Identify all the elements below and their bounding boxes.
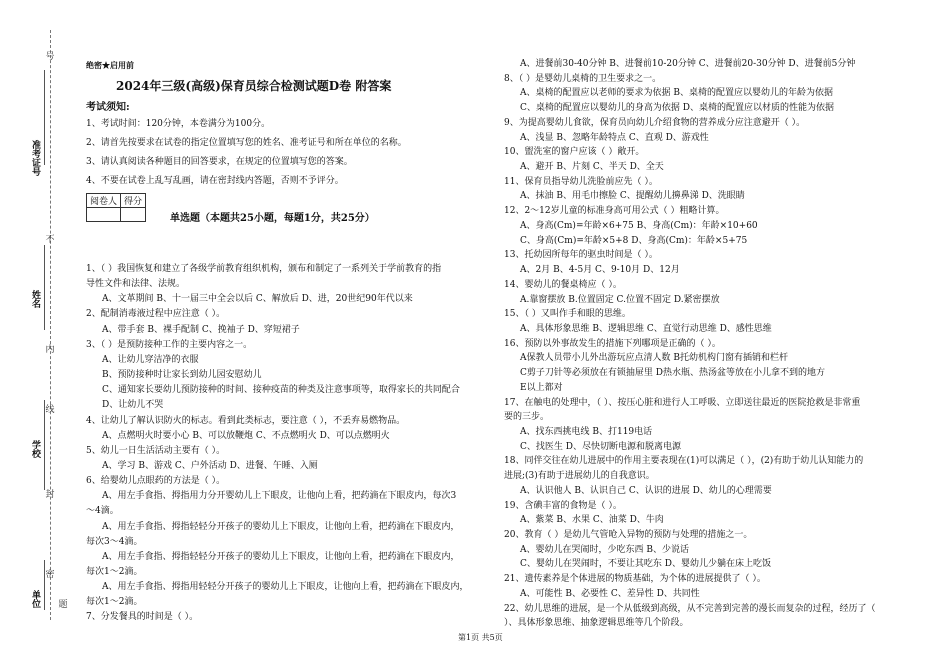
notice-heading: 考试须知: [86,102,130,113]
right-line: A、桌椅的配置应以老师的要求为依据 B、桌椅的配置应以婴幼儿的年龄为依据 [520,88,833,99]
left-line: 每次1～2滴。 [86,597,143,608]
right-line: A、认识他人 B、认识自己 C、认识的进展 D、幼儿的心理需要 [520,485,772,496]
cut-char-5: 密 [45,570,55,580]
right-line: 15、（ ）又叫作手和眼的思维。 [504,309,631,320]
right-line: 22、幼儿思维的进展，是一个从低级到高级，从不完善到完善的漫长而复杂的过程，经历了（ [504,603,876,614]
cut-char-3: 线 [45,405,55,415]
right-line: 21、遗传素养是个体进展的物质基础，为个体的进展提供了（ ）。 [504,574,766,585]
left-line: 1、（ ）我国恢复和建立了各级学前教育组织机构，颁布和制定了一系列关于学前教育的指 [86,264,442,274]
seal-line [50,30,51,620]
notice-4: 4、不要在试卷上乱写乱画，请在密封线内答题，否则不予评分。 [86,176,344,186]
left-line: 5、幼儿一日生活活动主要有（ ）。 [86,445,226,456]
right-line: 13、托幼园所每年的驱虫时间是（ ）。 [504,250,658,261]
cut-char-4: 封 [45,490,55,500]
left-line: A、用左手食指、拇指用力分开婴幼儿上下眼皮，让他向上看，把药滴在下眼皮内，每次3 [102,491,457,502]
underline-unit [44,560,45,610]
left-line: A、用左手食指、拇指轻轻分开孩子的婴幼儿上下眼皮，让他向上看，把药滴在下眼皮内， [102,551,460,562]
score-cell-score-blank [121,208,146,222]
left-line: 2、配制消毒液过程中应注意（ ）。 [86,309,226,320]
right-line: 17、在触电的处理中，（ ）、按压心脏和进行人工呼吸、立即送往最近的医院抢救是非常重 [504,397,861,408]
label-exam-id [30,140,40,179]
section-heading: 单选题（本题共25小题，每题1分，共25分） [170,213,375,224]
right-line: 要的三步。 [504,412,550,423]
label-unit-text: 单位 [30,590,40,608]
page-footer: 第1页 共5页 [458,633,503,642]
left-line: A、带手套 B、裸手配制 C、挽袖子 D、穿短裙子 [102,324,300,335]
right-line: 14、婴幼儿的餐桌椅应（ ）。 [504,279,622,290]
notice-1: 1、考试时间：120分钟，本卷满分为100分。 [86,119,271,129]
left-line: D、让幼儿不哭 [102,400,164,411]
score-cell-grader-blank [87,208,121,222]
right-line: A、紫菜 B、水果 C、油菜 D、牛肉 [520,515,664,526]
label-school-text: 学校 [30,440,40,458]
right-line: 12、2～12岁儿童的标准身高可用公式（ ）粗略计算。 [504,206,725,217]
score-cell-score: 得分 [121,194,146,208]
left-line: 导性文件和法律、法规。 [86,279,186,290]
label-name [30,290,40,311]
left-line: A、用左手食指、拇指轻轻分开孩子的婴幼儿上下眼皮，让他向上看，把药滴在下眼皮内， [102,521,460,532]
right-line: A、抹油 B、用毛巾擦脸 C、提醒幼儿擤鼻涕 D、洗眼睛 [520,191,745,202]
right-line: C、桌椅的配置应以婴幼儿的身高为依据 D、桌椅的配置应以材质的性能为依据 [520,103,834,114]
left-line: 每次1～2滴。 [86,567,143,577]
right-line: A、婴幼儿在哭闹时，少吃东西 B、少说话 [520,544,689,555]
right-line: 10、盥洗室的窗户应该（ ）敞开。 [504,147,645,158]
notice-3: 3、请认真阅读各种题目的回答要求，在规定的位置填写您的答案。 [86,157,353,167]
left-line: 7、分发餐具的时间是（ ）。 [86,612,199,623]
left-line: A、让幼儿穿洁净的衣服 [102,354,199,365]
right-line: ）、具体形象思维、抽象逻辑思维等几个阶段。 [504,618,689,629]
right-line: A、进餐前30-40分钟 B、进餐前10-20分钟 C、进餐前20-30分钟 D、进餐前5分钟 [520,59,856,69]
left-line: C、通知家长要幼儿预防接种的时间、接种疫苗的种类及注意事项等，取得家长的共同配合 [102,385,460,396]
right-line: A保教人员带小儿外出游玩应点清人数 B托幼机构门窗有插销和栏杆 [520,353,788,364]
score-cell-grader: 阅卷人 [87,194,121,208]
right-line: A、可能性 B、必要性 C、差异性 D、共同性 [520,588,700,599]
top-mark: 号 [45,52,55,62]
right-line: C、婴幼儿在哭闹时，不要让其吃东 D、婴幼儿少躺在床上吃饭 [520,559,771,570]
right-line: E以上都对 [520,382,563,393]
right-line: C剪子刀针等必须放在有锁抽屉里 D热水瓶、热汤盆等放在小儿拿不到的地方 [520,368,825,379]
right-line: 20、教育（ ）是幼儿气管呛入异物的预防与处理的措施之一。 [504,530,753,541]
right-line: 8、（ ）是婴幼儿桌椅的卫生要求之一。 [504,73,662,84]
right-line: A、避开 B、片刻 C、半天 D、全天 [520,162,664,173]
right-line: 16、预防以外事故发生的措施下列哪项是正确的（ ）。 [504,338,721,349]
right-line: 进展;(3)有助于进展幼儿的自我意识。 [504,471,655,482]
underline-name [44,245,45,330]
right-line: 19、含碘丰富的食物是（ ）。 [504,500,622,511]
right-line: A、2月 B、4-5月 C、9-10月 D、12月 [520,265,680,276]
right-line: C、找医生 D、尽快切断电源和脱离电源 [520,441,681,452]
notice-2: 2、请首先按要求在试卷的指定位置填写您的姓名、准考证号和所在单位的名称。 [86,138,407,148]
label-name-text: 姓名 [30,290,40,308]
corner-tick: 题 [58,600,68,610]
left-line: B、预防接种时让家长到幼儿园安慰幼儿 [102,370,262,381]
secret-mark: 绝密★启用前 [86,60,134,70]
left-line: 6、给婴幼儿点眼药的方法是（ ）。 [86,476,226,487]
right-line: A.靠窗摆放 B.位置固定 C.位置不固定 D.紧密摆放 [520,294,720,305]
right-line: A、找东西挑电线 B、打119电话 [520,427,653,437]
cut-char-1: 不 [45,235,55,245]
cut-char-2: 内 [45,345,55,355]
left-line: A、学习 B、游戏 C、户外活动 D、进餐、午睡、入厕 [102,460,318,471]
left-line: A、文革期间 B、十一届三中全会以后 C、解放后 D、进，20世纪90年代以来 [102,294,413,305]
right-line: A、具体形象思维 B、逻辑思维 C、直觉行动思维 D、感性思维 [520,323,772,334]
left-line: 3、（ ）是预防接种工作的主要内容之一。 [86,339,253,350]
left-line: A、点燃明火时要小心 B、可以放鞭炮 C、不点燃明火 D、可以点燃明火 [102,430,390,441]
right-line: A、身高(Cm)=年龄×6+75 B、身高(Cm)：年龄×10+60 [520,220,758,231]
underline-exam-id [44,70,45,165]
right-line: A、浅显 B、忽略年龄特点 C、直观 D、游戏性 [520,132,709,143]
label-exam-id-text: 准考证号 [30,140,40,176]
right-line: 9、为提高婴幼儿食欲，保育员向幼儿介绍食物的营养成分应注意避开（ ）。 [504,117,806,128]
page-title: 2024年三级(高级)保育员综合检测试题D卷 附答案 [116,79,392,93]
left-line: 每次3～4滴。 [86,536,143,547]
binding-margin [0,0,72,671]
right-line: C、身高(Cm)=年龄×5+8 D、身高(Cm)：年龄×5+75 [520,235,748,246]
label-unit [30,590,40,611]
right-line: 18、同伴交往在幼儿进展中的作用主要表现在(1)可以满足（ ），(2)有助于幼儿认知能力的 [504,456,864,467]
right-line: 11、保育员指导幼儿洗脸前应先（ ）。 [504,176,658,187]
score-table [86,193,146,222]
left-line: A、用左手食指、拇指用轻轻分开孩子的婴幼儿上下眼皮，让他向上看，把药滴在下眼皮内， [102,582,469,593]
label-school [30,440,40,461]
left-line: 4、让幼儿了解认识防火的标志。看到此类标志，要注意（ ），不丢弃易燃物品。 [86,415,406,426]
left-line: ～4滴。 [86,506,119,517]
